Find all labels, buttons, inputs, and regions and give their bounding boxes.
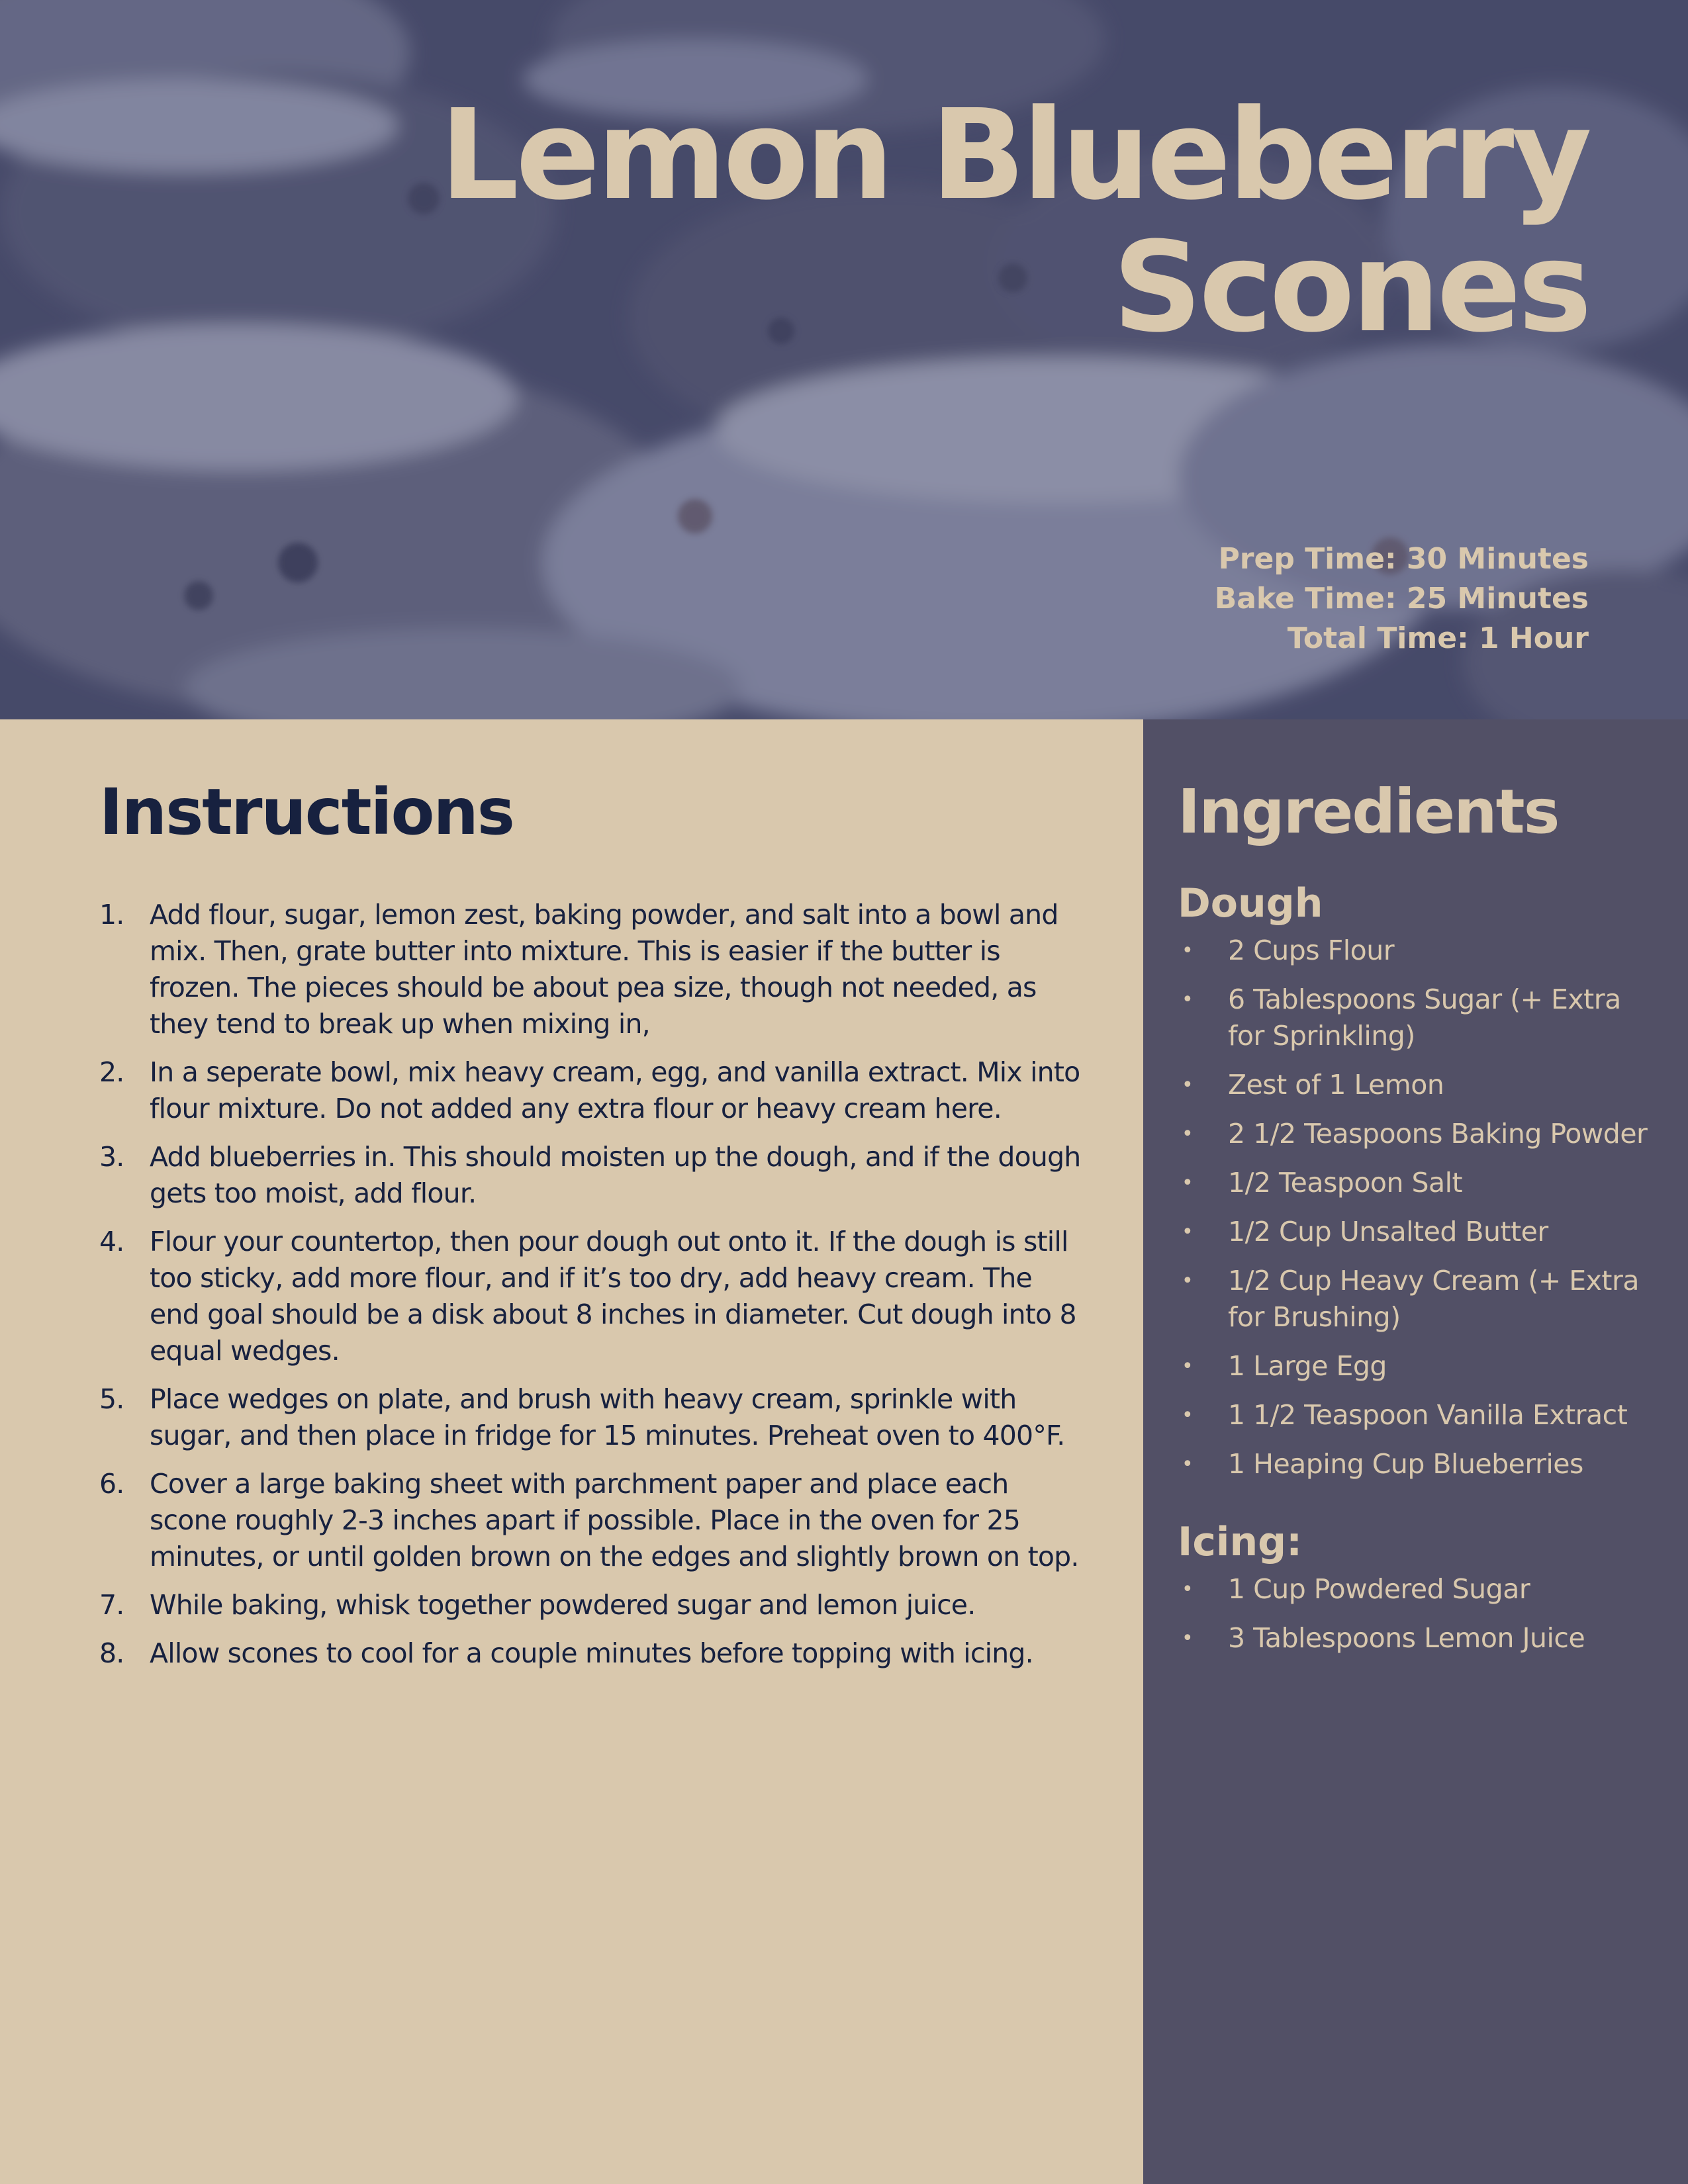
ingredient-item <box>1178 933 1662 969</box>
bullet-icon: • <box>1182 1171 1194 1195</box>
recipe-title-line2: Scones <box>1112 215 1589 360</box>
ingredient-item <box>1178 981 1662 1054</box>
ingredient-text: 1 Cup Powdered Sugar <box>1228 1573 1530 1605</box>
instructions-heading: Instructions <box>99 775 514 849</box>
step-text: While baking, whisk together powdered sugar and lemon juice. <box>150 1589 976 1621</box>
ingredient-item <box>1178 1116 1662 1152</box>
step-text: Allow scones to cool for a couple minutes before topping with icing. <box>150 1637 1033 1669</box>
bullet-icon: • <box>1182 1355 1194 1378</box>
step-text: Cover a large baking sheet with parchment paper and place each scone roughly 2-3 inches apart if possible. Place in the oven for 25 minutes, or until golden brown on the edges and slightly brown on top. <box>150 1468 1079 1572</box>
ingredients-sidebar <box>1143 719 1688 2184</box>
step-text: Add blueberries in. This should moisten up the dough, and if the dough gets too moist, add flour. <box>150 1141 1081 1209</box>
ingredient-item <box>1178 1446 1662 1482</box>
instruction-step <box>99 1466 1084 1575</box>
step-number: 2. <box>99 1056 124 1088</box>
ingredient-item <box>1178 1348 1662 1385</box>
instructions-panel <box>0 719 1143 2184</box>
ingredients-heading: Ingredients <box>1178 776 1559 847</box>
ingredient-text: 3 Tablespoons Lemon Juice <box>1228 1622 1585 1654</box>
ingredient-text: Zest of 1 Lemon <box>1228 1069 1444 1101</box>
instruction-step <box>99 1381 1084 1454</box>
instruction-step <box>99 1139 1084 1212</box>
step-number: 7. <box>99 1589 124 1621</box>
bullet-icon: • <box>1182 1627 1194 1650</box>
step-text: Add flour, sugar, lemon zest, baking powder, and salt into a bowl and mix. Then, grate butter into mixture. This is easier if the butter is frozen. The pieces should be about pea size, though not needed, as they tend to break up when mixing in, <box>150 899 1058 1040</box>
icing-ingredients-list <box>1178 1571 1662 1657</box>
step-text: In a seperate bowl, mix heavy cream, egg, and vanilla extract. Mix into flour mixture. Do not added any extra flour or heavy cream here. <box>150 1056 1080 1124</box>
total-time: Total Time: 1 Hour <box>1287 621 1589 655</box>
step-number: 3. <box>99 1141 124 1173</box>
ingredient-item <box>1178 1165 1662 1201</box>
bullet-icon: • <box>1182 1073 1194 1097</box>
instructions-list <box>99 897 1084 1672</box>
ingredient-text: 1/2 Cup Heavy Cream (+ Extra for Brushing) <box>1228 1265 1639 1333</box>
instruction-step <box>99 1054 1084 1127</box>
recipe-title-line1: Lemon Blueberry <box>440 83 1589 228</box>
recipe-times <box>993 539 1589 659</box>
bullet-icon: • <box>1182 1578 1194 1601</box>
step-number: 5. <box>99 1383 124 1415</box>
ingredient-text: 2 1/2 Teaspoons Baking Powder <box>1228 1118 1648 1150</box>
bullet-icon: • <box>1182 1220 1194 1244</box>
bullet-icon: • <box>1182 1404 1194 1427</box>
bullet-icon: • <box>1182 939 1194 962</box>
ingredient-text: 1 Heaping Cup Blueberries <box>1228 1448 1583 1480</box>
ingredient-text: 1 Large Egg <box>1228 1350 1387 1382</box>
bullet-icon: • <box>1182 1122 1194 1146</box>
recipe-title <box>265 83 1589 360</box>
step-number: 6. <box>99 1468 124 1500</box>
step-number: 8. <box>99 1637 124 1669</box>
hero-banner <box>0 0 1688 719</box>
icing-heading: Icing: <box>1178 1519 1303 1565</box>
step-number: 1. <box>99 899 124 931</box>
bullet-icon: • <box>1182 1453 1194 1476</box>
instruction-step <box>99 1587 1084 1623</box>
dough-ingredients-list <box>1178 933 1662 1482</box>
bullet-icon: • <box>1182 1269 1194 1293</box>
ingredient-item <box>1178 1397 1662 1433</box>
step-number: 4. <box>99 1226 124 1257</box>
ingredient-item <box>1178 1620 1662 1657</box>
instruction-step <box>99 1635 1084 1672</box>
prep-time: Prep Time: 30 Minutes <box>1218 542 1589 576</box>
bullet-icon: • <box>1182 988 1194 1011</box>
dough-heading: Dough <box>1178 880 1323 927</box>
ingredient-text: 1/2 Cup Unsalted Butter <box>1228 1216 1548 1248</box>
ingredient-item <box>1178 1067 1662 1103</box>
ingredient-item <box>1178 1263 1662 1336</box>
instruction-step <box>99 897 1084 1042</box>
ingredient-text: 1 1/2 Teaspoon Vanilla Extract <box>1228 1399 1628 1431</box>
ingredient-item <box>1178 1571 1662 1608</box>
ingredient-text: 1/2 Teaspoon Salt <box>1228 1167 1463 1199</box>
instruction-step <box>99 1224 1084 1369</box>
bake-time: Bake Time: 25 Minutes <box>1214 582 1589 615</box>
ingredient-text: 2 Cups Flour <box>1228 934 1395 966</box>
ingredient-item <box>1178 1214 1662 1250</box>
ingredient-text: 6 Tablespoons Sugar (+ Extra for Sprinkling) <box>1228 983 1621 1052</box>
step-text: Flour your countertop, then pour dough out onto it. If the dough is still too sticky, add more flour, and if it’s too dry, add heavy cream. The end goal should be a disk about 8 inches in diameter. Cut dough into 8 equal wedges. <box>150 1226 1076 1367</box>
step-text: Place wedges on plate, and brush with heavy cream, sprinkle with sugar, and then place in fridge for 15 minutes. Preheat oven to 400°F. <box>150 1383 1065 1451</box>
